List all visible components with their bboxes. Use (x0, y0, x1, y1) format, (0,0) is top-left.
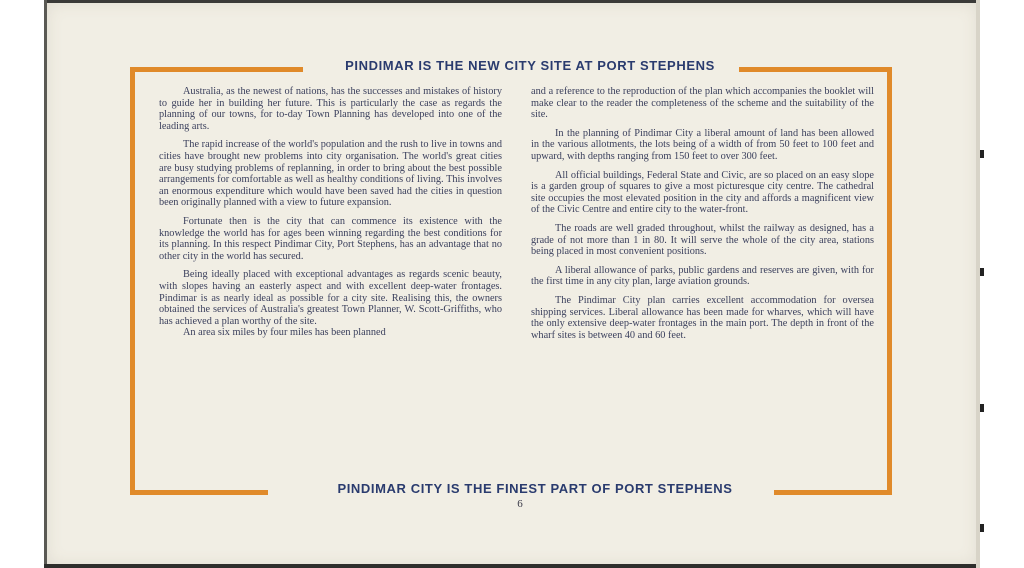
page-top-edge (44, 0, 980, 3)
page-bottom-edge (44, 564, 980, 568)
scan-mark (980, 268, 984, 276)
page-heading: PINDIMAR IS THE NEW CITY SITE AT PORT STEPHENS (345, 58, 715, 73)
page-footer: PINDIMAR CITY IS THE FINEST PART OF PORT STEPHENS (337, 481, 733, 496)
paragraph: The roads are well graded throughout, whilst the railway as designed, has a grade of not more than 1 in 80. It will serve the whole of the city area, stations being placed in most convenient positions. (531, 222, 874, 258)
right-column (531, 86, 874, 348)
scan-mark (980, 404, 984, 412)
paragraph: A liberal allowance of parks, public gardens and reserves are given, with for the first time in any city plan, large aviation grounds. (531, 264, 874, 288)
frame-left (130, 67, 135, 495)
paragraph: All official buildings, Federal State and Civic, are so placed on an easy slope is a garden group of squares to give a most picturesque city centre. The cathedral site occupies the most elevated position in the city and affords a magnificent view of the Civic Centre and entire city to the water-front. (531, 169, 874, 216)
paragraph: Australia, as the newest of nations, has the successes and mistakes of history to guide her in building her future. This is particularly the case as regards the planning of our towns, for to-day Town Planning has developed into one of the leading arts. (159, 86, 502, 132)
page-right-edge (976, 0, 980, 568)
paragraph: The Pindimar City plan carries excellent accommodation for oversea shipping services. Liberal allowance has been made for wharves, which will have the only extensive deep-water frontages in the main port. The depth in front of the wharf sites is between 40 and 60 feet. (531, 294, 874, 341)
paragraph: Fortunate then is the city that can commence its existence with the knowledge the world has for ages been winning regarding the best conditions for its planning. In this respect Pindimar City, Port Stephens, has an advantage that no other city in the world has secured. (159, 215, 502, 262)
paragraph: and a reference to the reproduction of the plan which accompanies the booklet will make clear to the reader the completeness of the scheme and the suitability of the site. (531, 86, 874, 121)
left-column (159, 86, 502, 346)
page-left-edge (44, 0, 47, 568)
frame-bottom-left (130, 490, 268, 495)
scan-mark (980, 524, 984, 532)
paragraph: Being ideally placed with exceptional advantages as regards scenic beauty, with slopes having an easterly aspect and with excellent deep-water frontages. Pindimar is as nearly ideal as possible for a city site. Realising this, the owners obtained the services of Australia's greatest Town Planner, W. Scott-Griffiths, who has achieved a plan worthy of the site. (159, 269, 502, 327)
frame-right (887, 67, 892, 495)
scan-mark (980, 150, 984, 158)
page-number: 6 (517, 498, 523, 510)
paragraph: The rapid increase of the world's population and the rush to live in towns and cities have brought new problems into city organisation. The world's great cities are busy studying problems of replanning, in order to bring about the best possible arrangements for comfortable as well as healthy conditions of living. This involves an enormous expenditure which would have been saved had the cities in question been originally planned with a view to future expansion. (159, 139, 502, 209)
paragraph: In the planning of Pindimar City a liberal amount of land has been allowed in the various allotments, the lots being of a width of from 50 feet to 100 feet and upward, with depths ranging from 150 feet to over 300 feet. (531, 127, 874, 162)
paragraph: An area six miles by four miles has been planned (183, 327, 386, 339)
